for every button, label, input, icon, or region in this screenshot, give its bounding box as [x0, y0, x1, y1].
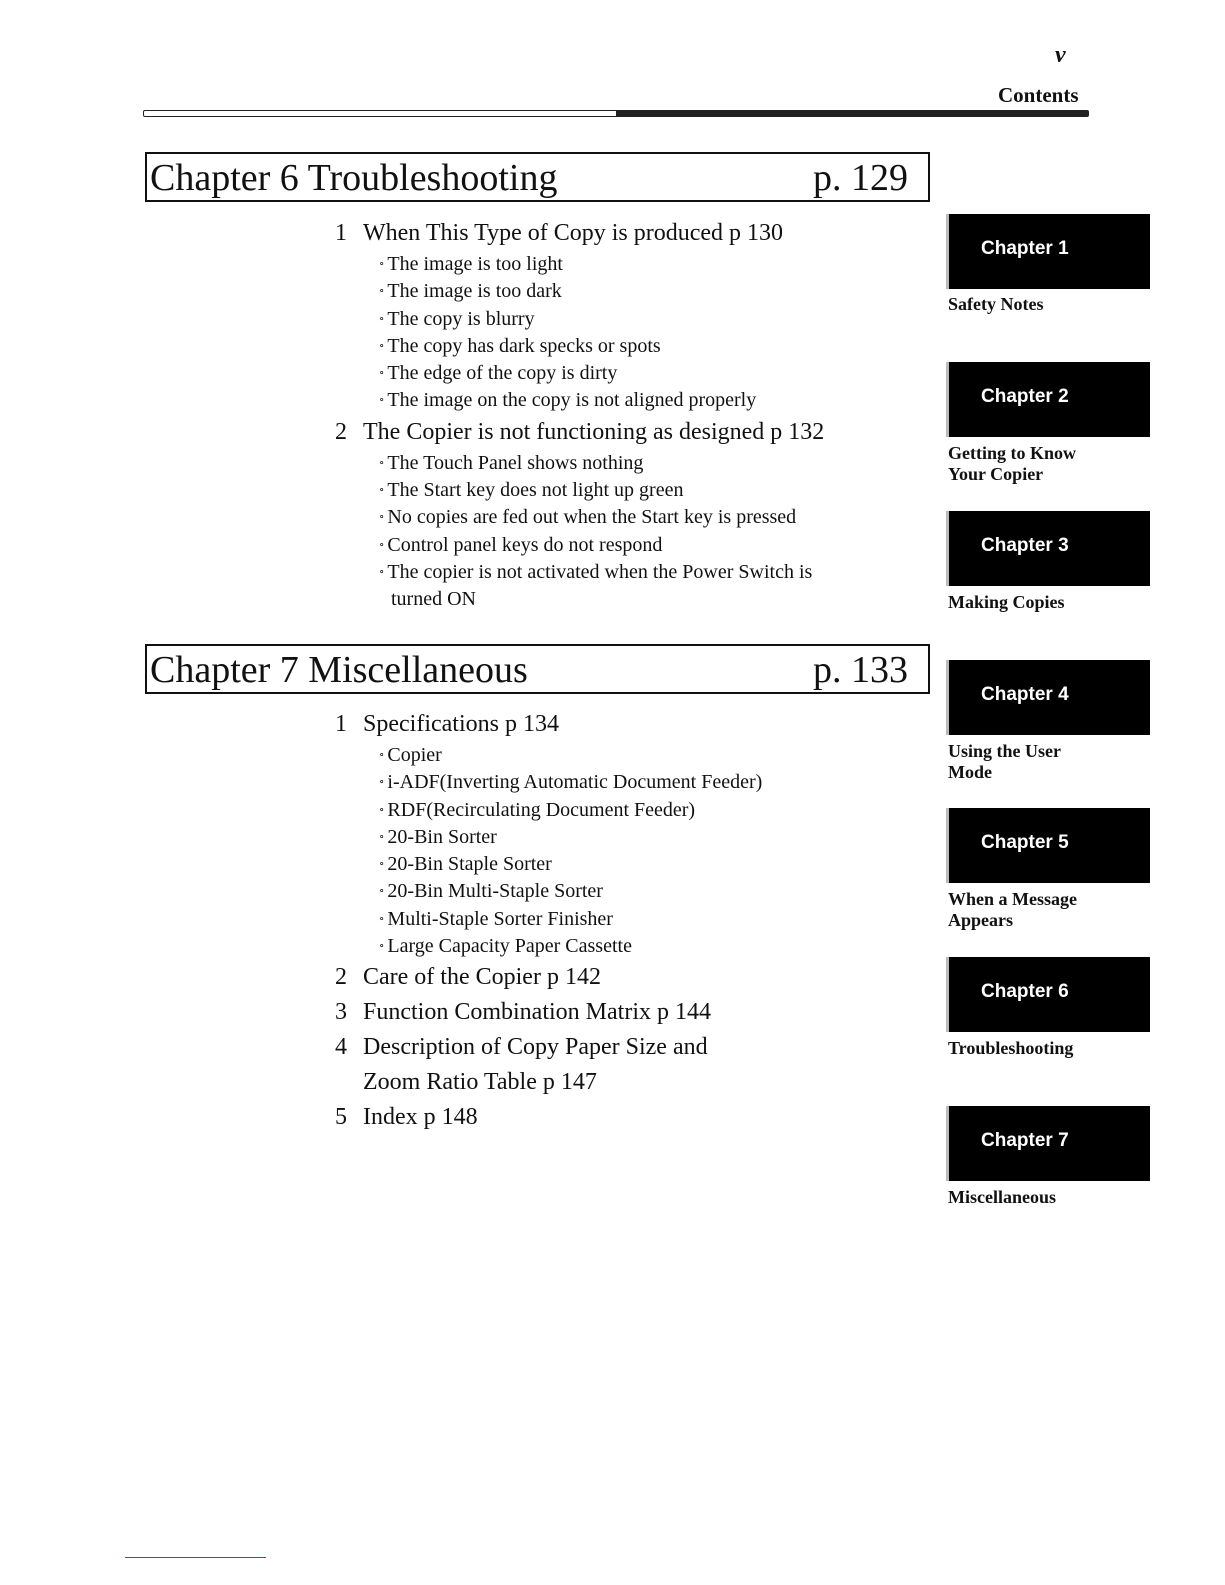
bullet-icon: ∘ [379, 565, 385, 578]
subitem-label: The image is too dark [387, 280, 562, 303]
toc-subitem-continued: turned ON [391, 588, 476, 611]
subitem-label: Large Capacity Paper Cassette [387, 935, 632, 958]
subitem-label: No copies are fed out when the Start key is pressed [387, 506, 797, 529]
item-number: 1 [335, 220, 347, 246]
caption-line: Troubleshooting [948, 1038, 1074, 1058]
bullet-icon: ∘ [379, 367, 385, 380]
subitem-label: The Start key does not light up green [387, 479, 684, 502]
toc-item[interactable] [335, 216, 824, 251]
subitem-label: Multi-Staple Sorter Finisher [387, 907, 613, 930]
toc-subitem[interactable] [335, 878, 762, 905]
bullet-icon: ∘ [379, 749, 385, 761]
page-number: v [1055, 42, 1066, 68]
item-number: 5 [335, 1104, 347, 1131]
item-number: 4 [335, 1034, 347, 1061]
tab-chapter-5-caption [948, 889, 1148, 931]
tab-label: Chapter 4 [981, 684, 1069, 705]
chapter-page: p. 129 [813, 157, 908, 199]
tab-chapter-5[interactable] [946, 808, 1150, 883]
toc-subitem[interactable] [335, 742, 762, 769]
tab-label: Chapter 7 [981, 1130, 1069, 1151]
chapter-title: Chapter 7 Miscellaneous [150, 649, 528, 691]
bullet-icon: ∘ [379, 858, 385, 871]
toc-subitem[interactable] [335, 933, 762, 960]
tab-chapter-7[interactable] [946, 1106, 1150, 1181]
item-label: Function Combination Matrix p 144 [363, 999, 711, 1026]
toc-item[interactable] [335, 1030, 762, 1065]
chapter-page: p. 133 [813, 649, 908, 691]
subitem-label: RDF(Recirculating Document Feeder) [387, 798, 696, 821]
section-title: Contents [998, 83, 1079, 107]
header-rule [143, 110, 1089, 117]
subitem-label: The image is too light [387, 253, 563, 275]
item-label: Specifications p 134 [363, 711, 559, 737]
bullet-icon: ∘ [379, 776, 385, 789]
item-number: 1 [335, 711, 347, 737]
subitem-label: The copier is not activated when the Power Switch is [387, 560, 813, 583]
bullet-icon: ∘ [379, 456, 385, 469]
bullet-icon: ∘ [379, 830, 385, 843]
toc-subitem[interactable] [335, 824, 762, 851]
subitem-label: 20-Bin Staple Sorter [387, 853, 552, 876]
toc-subitem[interactable] [335, 450, 824, 477]
subitem-label: The edge of the copy is dirty [387, 362, 618, 385]
subitem-label: The image on the copy is not aligned properly [387, 389, 757, 412]
subitem-label: i-ADF(Inverting Automatic Document Feeder) [387, 771, 763, 794]
tab-label: Chapter 3 [981, 535, 1069, 556]
subitem-label: 20-Bin Multi-Staple Sorter [387, 880, 603, 903]
chapter-title: Chapter 6 Troubleshooting [150, 157, 558, 199]
toc-item-continued: Zoom Ratio Table p 147 [363, 1069, 597, 1096]
tab-label: Chapter 5 [981, 832, 1069, 853]
tab-label: Chapter 6 [981, 981, 1069, 1002]
bullet-icon: ∘ [379, 885, 385, 898]
bullet-icon: ∘ [379, 538, 385, 551]
bullet-icon: ∘ [379, 394, 385, 407]
bullet-icon: ∘ [379, 912, 385, 925]
item-label: Care of the Copier p 142 [363, 964, 601, 991]
toc-subitem[interactable] [335, 333, 824, 360]
toc-subitem[interactable] [335, 851, 762, 878]
toc-subitem[interactable] [335, 559, 824, 586]
tab-chapter-1[interactable] [946, 214, 1150, 289]
item-number: 2 [335, 418, 347, 445]
item-label: Description of Copy Paper Size and [363, 1034, 708, 1061]
bullet-icon: ∘ [379, 940, 385, 953]
bullet-icon: ∘ [379, 312, 385, 325]
tab-label: Chapter 2 [981, 386, 1069, 407]
caption-line: Appears [948, 910, 1014, 930]
subitem-label: The copy is blurry [387, 307, 535, 330]
item-label: The Copier is not functioning as designed p 132 [363, 418, 825, 445]
item-label: When This Type of Copy is produced p 130 [363, 220, 784, 246]
chapter-7-contents [335, 707, 762, 1135]
item-label: Index p 148 [363, 1104, 478, 1131]
subitem-label: 20-Bin Sorter [387, 825, 497, 848]
toc-subitem[interactable] [335, 906, 762, 933]
toc-subitem[interactable] [335, 360, 824, 387]
tab-chapter-7-caption [948, 1187, 1148, 1208]
tab-chapter-3[interactable] [946, 511, 1150, 586]
tab-chapter-4[interactable] [946, 660, 1150, 735]
tab-chapter-6-caption [948, 1038, 1148, 1059]
toc-subitem[interactable] [335, 278, 824, 305]
chapter-6-contents [335, 216, 824, 614]
toc-subitem[interactable] [335, 504, 824, 531]
toc-subitem[interactable] [335, 251, 824, 278]
footer-line [125, 1557, 266, 1558]
toc-subitem[interactable] [335, 769, 762, 796]
subitem-label: The copy has dark specks or spots [387, 334, 661, 357]
caption-line: Making Copies [948, 592, 1065, 612]
caption-line: Safety Notes [948, 294, 1044, 314]
caption-line: When a Message [948, 889, 1077, 909]
item-number: 3 [335, 999, 347, 1026]
toc-subitem[interactable] [335, 387, 824, 414]
bullet-icon: ∘ [379, 258, 385, 270]
caption-line: Mode [948, 762, 992, 782]
tab-chapter-4-caption [948, 741, 1148, 783]
tab-chapter-2-caption [948, 443, 1148, 485]
caption-line: Your Copier [948, 464, 1044, 484]
caption-line: Miscellaneous [948, 1187, 1056, 1207]
caption-line: Using the User [948, 741, 1061, 761]
toc-subitem[interactable] [335, 306, 824, 333]
toc-item[interactable] [335, 995, 762, 1030]
item-number: 2 [335, 964, 347, 991]
toc-subitem[interactable] [335, 477, 824, 504]
bullet-icon: ∘ [379, 285, 385, 298]
tab-label: Chapter 1 [981, 238, 1069, 259]
toc-item[interactable] [335, 1100, 762, 1135]
toc-subitem[interactable] [335, 532, 824, 559]
subitem-label: Control panel keys do not respond [387, 533, 663, 556]
toc-item[interactable] [335, 415, 824, 450]
toc-subitem[interactable] [335, 797, 762, 824]
tab-chapter-3-caption [948, 592, 1148, 613]
subitem-label: The Touch Panel shows nothing [387, 451, 644, 474]
bullet-icon: ∘ [379, 511, 385, 524]
tab-chapter-2[interactable] [946, 362, 1150, 437]
toc-item[interactable] [335, 960, 762, 995]
chapter-7-heading[interactable] [145, 644, 930, 694]
bullet-icon: ∘ [379, 484, 385, 497]
bullet-icon: ∘ [379, 803, 385, 816]
bullet-icon: ∘ [379, 339, 385, 352]
subitem-label: Copier [387, 744, 442, 766]
toc-item[interactable] [335, 707, 762, 742]
caption-line: Getting to Know [948, 443, 1076, 463]
tab-chapter-1-caption [948, 294, 1148, 315]
chapter-6-heading[interactable] [145, 152, 930, 202]
tab-chapter-6[interactable] [946, 957, 1150, 1032]
